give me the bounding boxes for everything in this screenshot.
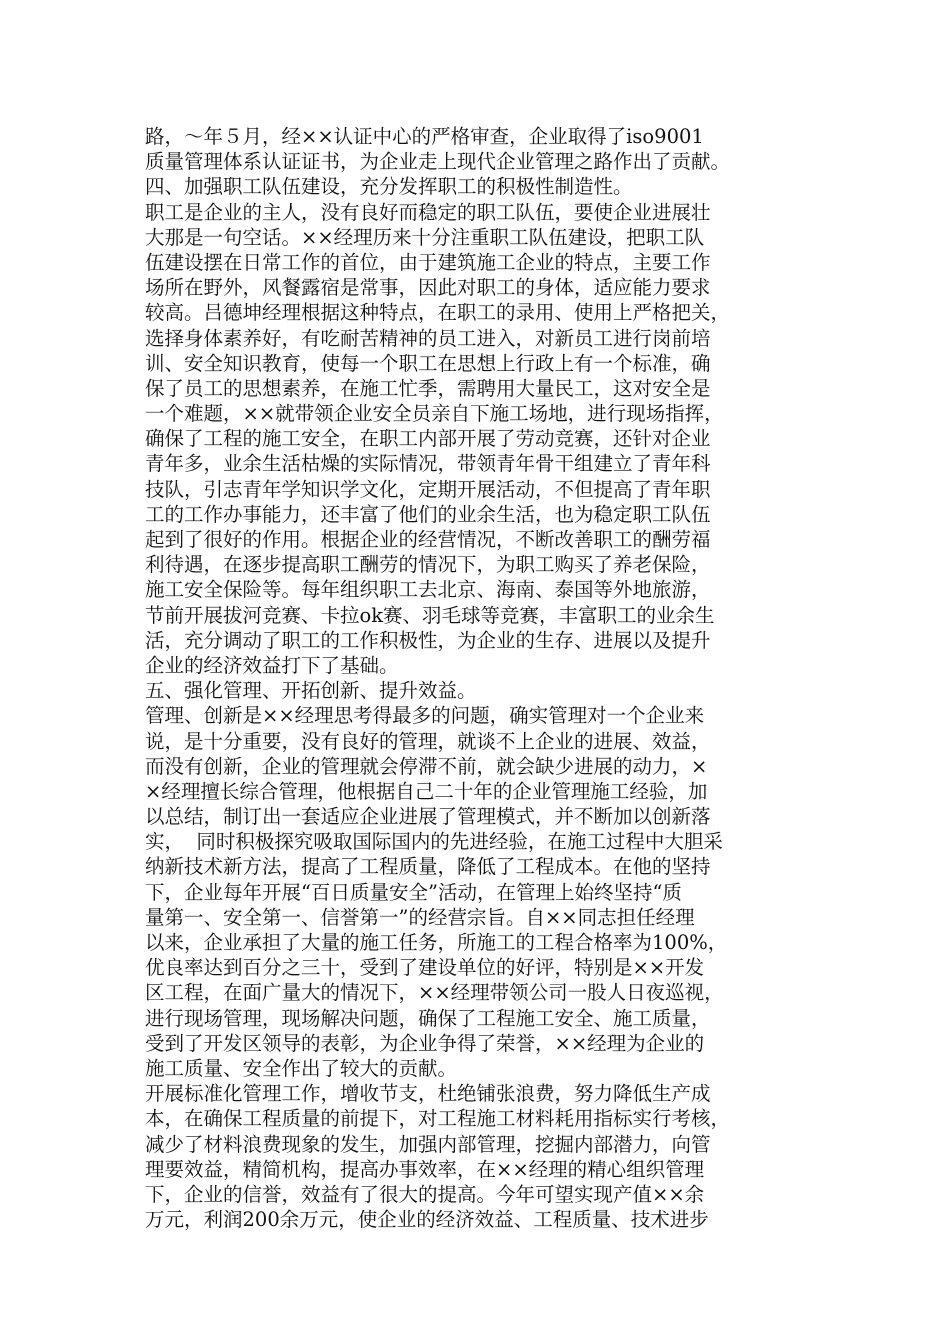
text-line: 活，充分调动了职工的工作积极性，为企业的生存、进展以及提升 [145,628,711,652]
text-line: 施工安全保险等。每年组织职工去北京、海南、泰国等外地旅游， [145,578,711,602]
text-line: 以总结，制订出一套适应企业进展了管理模式，并不断加以创新落 [145,805,711,829]
text-line: 减少了材料浪费现象的发生，加强内部管理，挖掘内部潜力，向管 [145,1132,711,1156]
text-line: 受到了开发区领导的表彰，为企业争得了荣誉，××经理为企业的 [145,1031,705,1055]
text-line: 纳新技术新方法，提高了工程质量，降低了工程成本。在他的坚持 [145,855,711,879]
text-line: 伍建设摆在日常工作的首位，由于建筑施工企业的特点，主要工作 [145,250,711,274]
text-line: 保了员工的思想素养，在施工忙季，需聘用大量民工，这对安全是 [145,376,711,400]
text-line: 管理、创新是××经理思考得最多的问题，确实管理对一个企业来 [145,704,705,728]
text-line: 利待遇，在逐步提高职工酬劳的情况下，为职工购买了养老保险， [145,553,711,577]
text-line: 确保了工程的施工安全，在职工内部开展了劳动竞赛，还针对企业 [145,427,711,451]
text-line: 青年多，业余生活枯燥的实际情况，带领青年骨干组建立了青年科 [145,452,711,476]
text-line: 区工程，在面广量大的情况下，××经理带领公司一股人日夜巡视， [145,981,724,1005]
text-line: 企业的经济效益打下了基础。 [145,653,399,677]
text-line: 较高。吕德坤经理根据这种特点，在职工的录用、使用上严格把关， [145,301,731,325]
text-line: 训、安全知识教育，使每一个职工在思想上行政上有一个标准，确 [145,351,711,375]
text-line: 路，～年５月，经××认证中心的严格审查，企业取得了iso9001 [145,125,704,148]
text-line: 一个难题，××就带领企业安全员亲自下施工场地，进行现场指挥， [145,402,724,426]
text-line: 开展标准化管理工作，增收节支，杜绝铺张浪费，努力降低生产成 [145,1082,711,1106]
text-line: 大那是一句空话。××经理历来十分注重职工队伍建设，把职工队 [145,225,705,249]
text-line: 节前开展拔河竞赛、卡拉ok赛、羽毛球等竞赛，丰富职工的业余生 [145,603,715,627]
text-line: 五、强化管理、开拓创新、提升效益。 [145,679,477,703]
text-line: 选择身体素养好，有吃耐苦精神的员工进入，对新员工进行岗前培 [145,326,711,350]
text-line: 场所在野外，风餐露宿是常事，因此对职工的身体，适应能力要求 [145,276,711,300]
text-line: 万元，利润200余万元，使企业的经济效益、工程质量、技术进步 [145,1208,709,1232]
text-line: 起到了很好的作用。根据企业的经营情况，不断改善职工的酬劳福 [145,528,711,551]
text-line: 优良率达到百分之三十，受到了建设单位的好评，特别是××开发 [145,956,705,980]
text-line: 质量管理体系认证证书，为企业走上现代企业管理之路作出了贡献。 [145,150,731,174]
text-line: 四、加强职工队伍建设，充分发挥职工的积极性制造性。 [145,175,633,199]
text-line: 量第一、安全第一、信誉第一”的经营宗旨。自××同志担任经理 [145,905,695,929]
document-body-text [145,124,815,1232]
text-line: 以来，企业承担了大量的施工任务，所施工的工程合格率为100%， [145,931,728,954]
text-line: 下，企业每年开展“百日质量安全”活动，在管理上始终坚持“质 [145,880,682,904]
text-line: 职工是企业的主人，没有良好而稳定的职工队伍，要使企业进展壮 [145,200,711,224]
text-line: 说，是十分重要，没有良好的管理，就谈不上企业的进展、效益， [145,729,711,753]
text-line: 下，企业的信誉，效益有了很大的提高。今年可望实现产值××余 [145,1182,705,1206]
text-line: 而没有创新，企业的管理就会停滞不前，就会缺少进展的动力，× [145,754,708,778]
text-line: 进行现场管理，现场解决问题，确保了工程施工安全、施工质量， [145,1006,711,1030]
text-line: 技队，引志青年学知识学文化，定期开展活动，不但提高了青年职 [145,477,711,501]
text-line: ×经理擅长综合管理，他根据自己二十年的企业管理施工经验，加 [145,779,708,803]
text-line: 施工质量、安全作出了较大的贡献。 [145,1056,458,1080]
text-line: 工的工作办事能力，还丰富了他们的业余生活，也为稳定职工队伍 [145,502,711,526]
text-line: 实， 同时积极探究吸取国际国内的先进经验，在施工过程中大胆采 [145,830,723,854]
text-line: 本，在确保工程质量的前提下，对工程施工材料耗用指标实行考核， [145,1107,731,1131]
text-line: 理要效益，精简机构，提高办事效率，在××经理的精心组织管理 [145,1157,705,1181]
